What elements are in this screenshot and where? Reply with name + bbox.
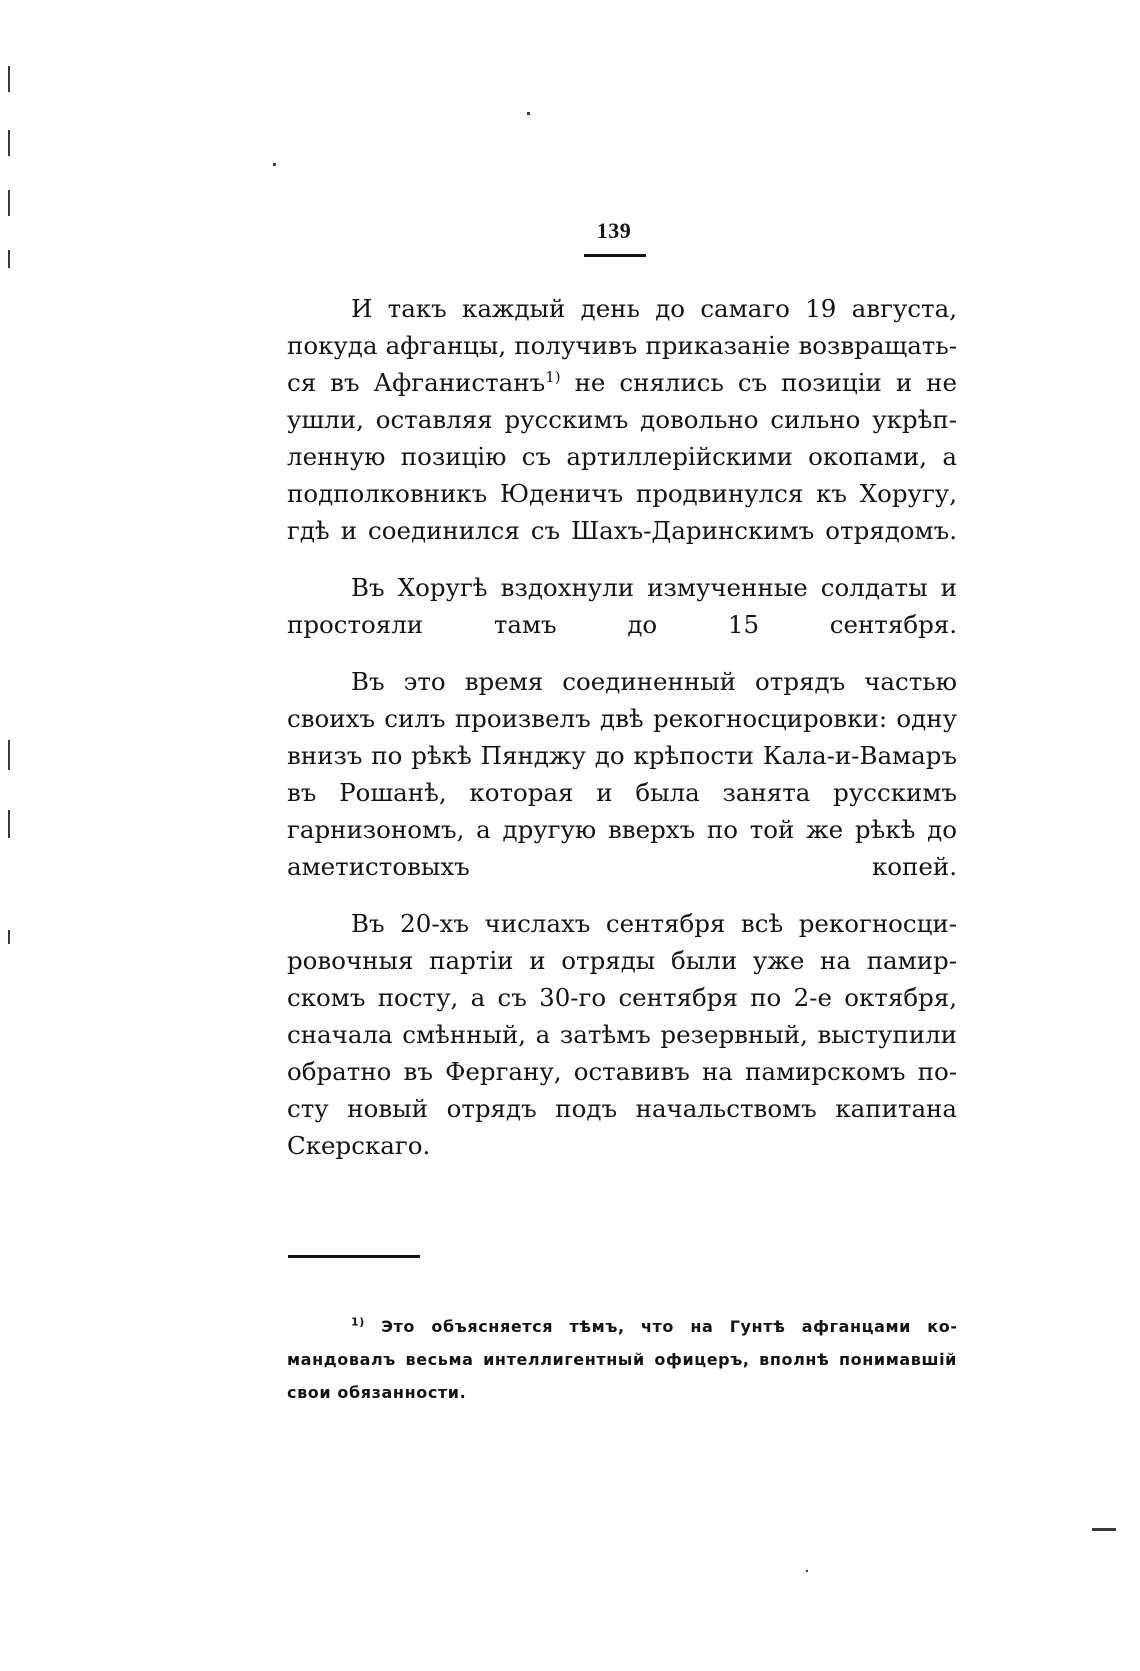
scan-artifact (8, 810, 10, 838)
page-number-rule (584, 254, 646, 257)
scan-speck (527, 112, 530, 115)
paragraph-2: Въ Хоругѣ вздохнули измученные солдаты и простояли тамъ до 15 сентября. (287, 573, 957, 639)
scan-artifact (8, 250, 10, 268)
scan-artifact (8, 130, 10, 156)
scan-artifact (8, 190, 10, 216)
paragraph-1 (287, 290, 957, 549)
footnote-text: Это объясняется тѣмъ, что на Гунтѣ афганцами командовалъ весьма интеллигентный офицеръ, вполнѣ понимавшій свои обязанности. (287, 1317, 958, 1402)
footnote-reference: 1) (545, 367, 561, 386)
scan-artifact (8, 930, 10, 944)
paragraph-4: Въ 20-хъ числахъ сентября всѣ рекогносцировочныя партіи и отряды были уже на памирскомъ посту, а съ 30-го сентября по 2-е октября, сначала смѣнный, а затѣмъ резервный, выступили обратно въ Фергану, оставивъ на памирскомъ посту новый отрядъ подъ начальствомъ капитана Скерскаго. (287, 909, 957, 1160)
scan-speck (806, 1570, 808, 1572)
page-number: 139 (596, 218, 632, 243)
paragraph-3: Въ это время соединенный отрядъ частью своихъ силъ произвелъ двѣ рекогносцировки: одну внизъ по рѣкѣ Пянджу до крѣпости Кала-и-Вамаръ въ Рошанѣ, которая и была занята русскимъ гарнизономъ, а другую вверхъ по той же рѣкѣ до аметистовыхъ копей. (287, 667, 957, 881)
footnote-marker: 1) (351, 1315, 365, 1329)
footnote-separator (288, 1255, 420, 1258)
scan-artifact (8, 66, 10, 92)
scan-artifact (1092, 1528, 1116, 1531)
scan-artifact (8, 740, 10, 770)
scan-speck (273, 163, 276, 166)
paragraph-1-text: И такъ каждый день до самаго 19 августа, покуда афганцы, получивъ приказаніе возвращаться въ Афганистанъ (287, 294, 957, 397)
paragraph-1-text-continued: не снялись съ позиціи и не ушли, оставляя русскимъ довольно сильно укрѣпленную позицію съ артиллерійскими окопами, а подполковникъ Юденичъ продвинулся къ Хоругу, гдѣ и соединился съ Шахъ-Даринскимъ отрядомъ. (287, 368, 957, 545)
body-text (287, 290, 957, 1184)
footnote (287, 1310, 957, 1409)
